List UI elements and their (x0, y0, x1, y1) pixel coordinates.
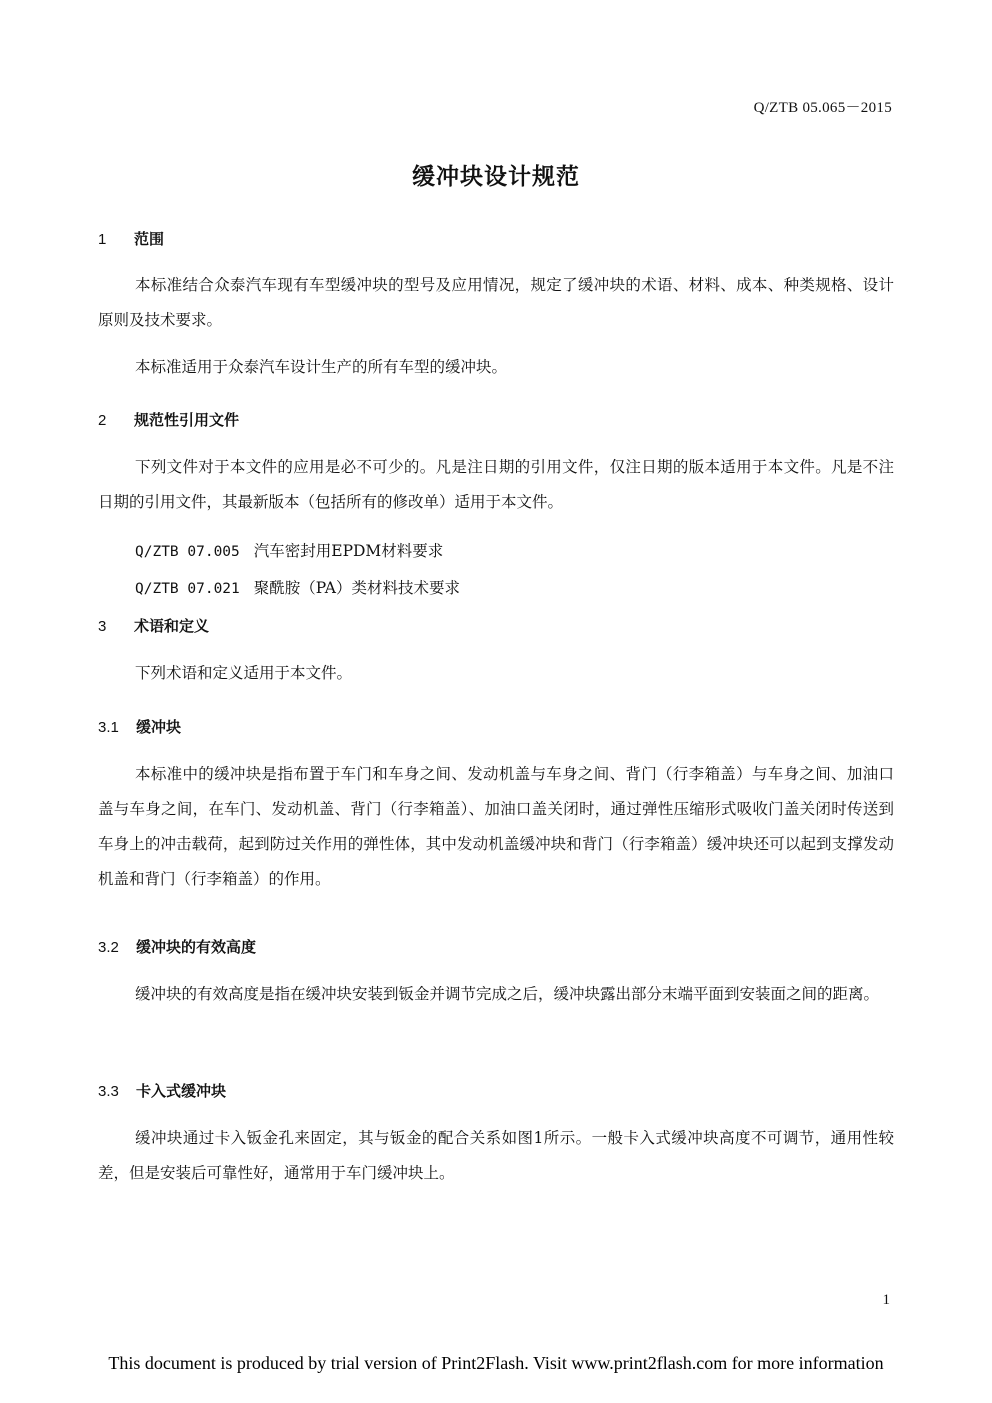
page-title: 缓冲块设计规范 (412, 164, 580, 190)
subsection-title: 缓冲块的有效高度 (136, 938, 257, 956)
subsection-3-2-heading (98, 936, 256, 957)
subsection-3-3-heading (98, 1080, 226, 1101)
section-1-paragraph-1: 本标准结合众泰汽车现有车型缓冲块的型号及应用情况，规定了缓冲块的术语、材料、成本、种类规格、设计原则及技术要求。 (98, 276, 894, 329)
section-number: 3 (98, 618, 107, 635)
section-2-heading (98, 409, 239, 430)
document-code: Q/ZTB 05.065－2015 (753, 100, 892, 116)
reference-item (135, 576, 460, 598)
reference-title: 汽车密封用EPDM材料要求 (253, 542, 444, 560)
subsection-title: 卡入式缓冲块 (136, 1082, 227, 1100)
page-number: 1 (882, 1292, 890, 1308)
subsection-3-1-heading (98, 716, 181, 737)
section-title: 范围 (134, 230, 165, 248)
subsection-title: 缓冲块 (136, 718, 182, 736)
section-1-paragraph-2: 本标准适用于众泰汽车设计生产的所有车型的缓冲块。 (135, 358, 508, 376)
trial-watermark: This document is produced by trial version of Print2Flash. Visit www.print2flash.com for more information (108, 1353, 884, 1373)
section-2-paragraph-1: 下列文件对于本文件的应用是必不可少的。凡是注日期的引用文件，仅注日期的版本适用于本文件。凡是不注日期的引用文件，其最新版本（包括所有的修改单）适用于本文件。 (98, 458, 894, 511)
section-number: 2 (98, 412, 107, 429)
reference-code: Q/ZTB 07.005 (135, 544, 240, 560)
subsection-3-3-text: 缓冲块通过卡入钣金孔来固定，其与钣金的配合关系如图1所示。一般卡入式缓冲块高度不可调节，通用性较差，但是安装后可靠性好，通常用于车门缓冲块上。 (98, 1129, 894, 1182)
subsection-3-2-text: 缓冲块的有效高度是指在缓冲块安装到钣金并调节完成之后，缓冲块露出部分末端平面到安装面之间的距离。 (135, 985, 880, 1003)
section-title: 术语和定义 (134, 617, 210, 635)
subsection-number: 3.2 (98, 939, 119, 956)
subsection-number: 3.1 (98, 719, 119, 736)
subsection-number: 3.3 (98, 1083, 119, 1100)
reference-title: 聚酰胺（PA）类材料技术要求 (253, 579, 460, 597)
reference-code: Q/ZTB 07.021 (135, 581, 240, 597)
section-1-heading (98, 228, 164, 249)
section-3-heading (98, 615, 209, 636)
reference-item (135, 539, 443, 561)
section-number: 1 (98, 231, 107, 248)
section-title: 规范性引用文件 (134, 411, 240, 429)
subsection-3-1-text: 本标准中的缓冲块是指布置于车门和车身之间、发动机盖与车身之间、背门（行李箱盖）与车身之间、加油口盖与车身之间，在车门、发动机盖、背门（行李箱盖）、加油口盖关闭时，通过弹性压缩形式吸收门盖关闭时传送到车身上的冲击载荷，起到防过关作用的弹性体，其中发动机盖缓冲块和背门（行李箱盖）缓冲块还可以起到支撑发动机盖和背门（行李箱盖）的作用。 (98, 765, 894, 888)
section-3-intro: 下列术语和定义适用于本文件。 (135, 664, 353, 682)
